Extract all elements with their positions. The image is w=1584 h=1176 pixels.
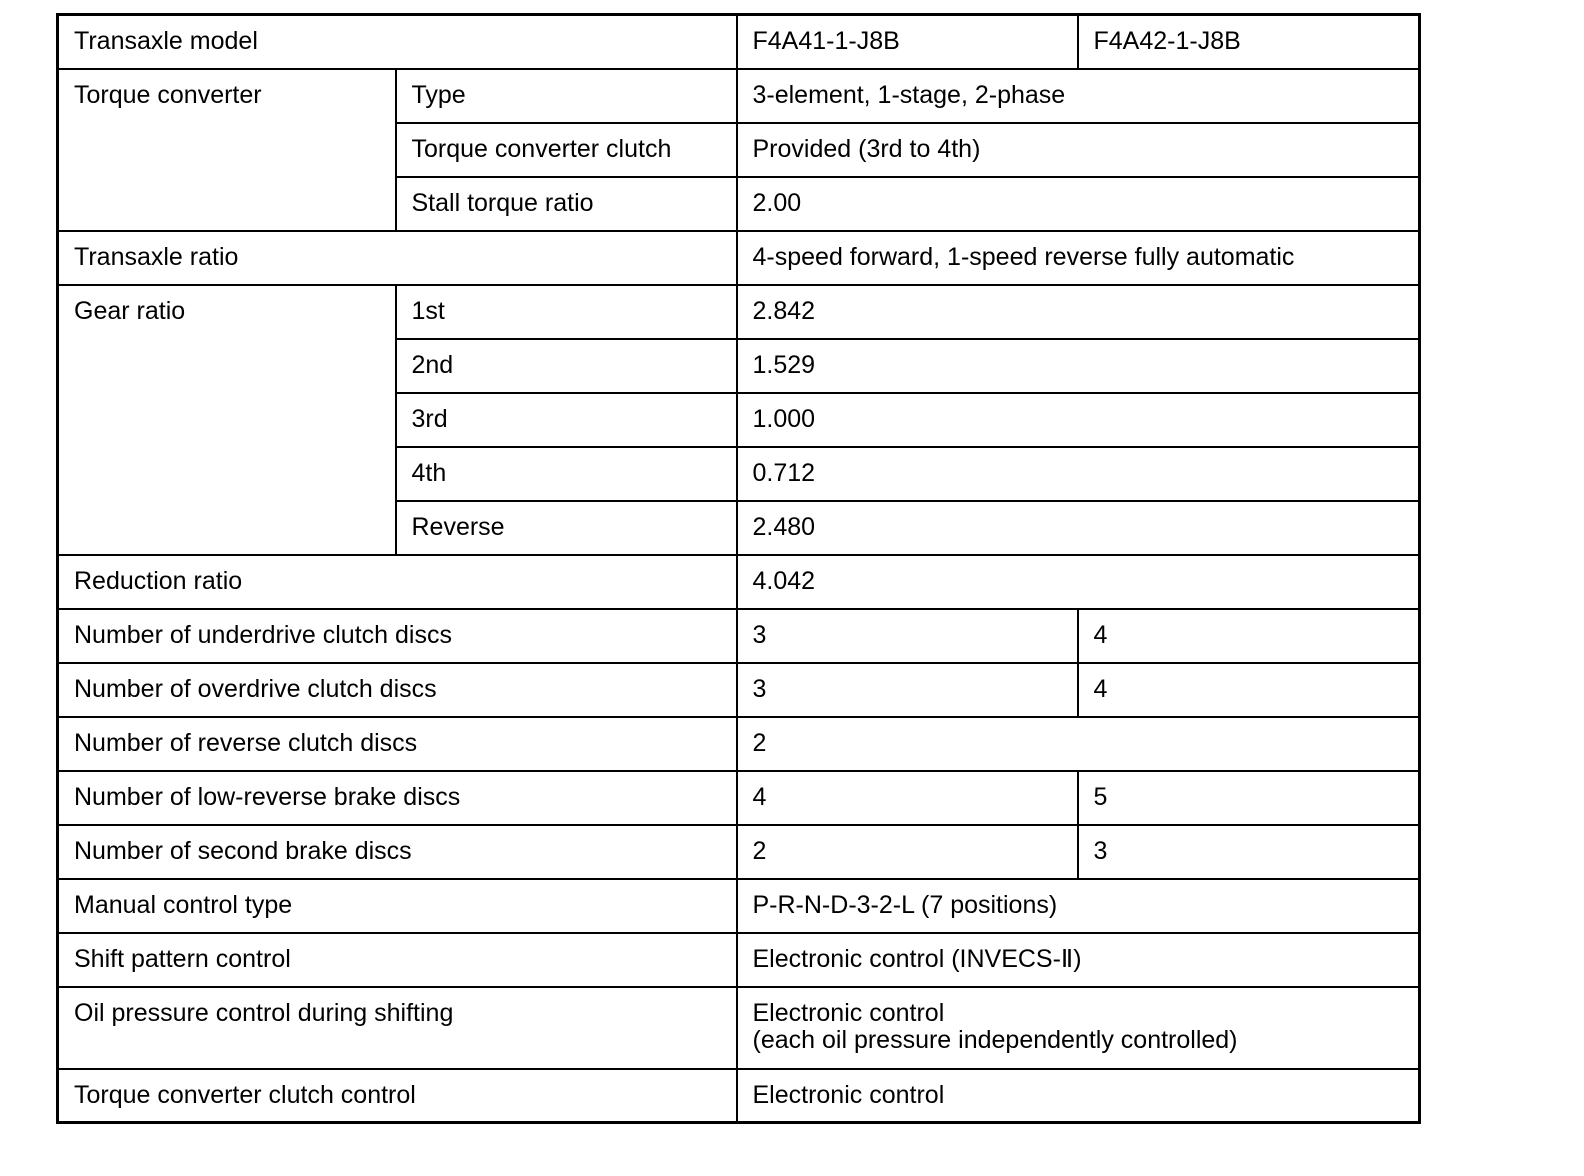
value-gear-3rd: 1.000 xyxy=(737,393,1420,447)
sublabel-gear-4th: 4th xyxy=(396,447,737,501)
row-manual-control-type xyxy=(58,879,1420,933)
row-torque-converter-type xyxy=(58,69,1420,123)
value-torque-converter-clutch-control: Electronic control xyxy=(737,1069,1420,1123)
model-f4a42: F4A42-1-J8B xyxy=(1078,15,1420,69)
value-overdrive-f4a42: 4 xyxy=(1078,663,1420,717)
label-transaxle-ratio: Transaxle ratio xyxy=(58,231,737,285)
sublabel-gear-reverse: Reverse xyxy=(396,501,737,555)
row-reverse-clutch-discs xyxy=(58,717,1420,771)
row-gear-1st xyxy=(58,285,1420,339)
sublabel-gear-3rd: 3rd xyxy=(396,393,737,447)
label-reverse-clutch-discs: Number of reverse clutch discs xyxy=(58,717,737,771)
label-second-brake-discs: Number of second brake discs xyxy=(58,825,737,879)
value-second-brake-f4a41: 2 xyxy=(737,825,1078,879)
label-torque-converter: Torque converter xyxy=(58,69,396,231)
value-underdrive-f4a42: 4 xyxy=(1078,609,1420,663)
sublabel-stall-torque-ratio: Stall torque ratio xyxy=(396,177,737,231)
value-reverse-clutch-discs: 2 xyxy=(737,717,1420,771)
value-gear-4th: 0.712 xyxy=(737,447,1420,501)
label-low-reverse-brake-discs: Number of low-reverse brake discs xyxy=(58,771,737,825)
row-low-reverse-brake-discs xyxy=(58,771,1420,825)
value-type: 3-element, 1-stage, 2-phase xyxy=(737,69,1420,123)
value-gear-2nd: 1.529 xyxy=(737,339,1420,393)
sublabel-gear-1st: 1st xyxy=(396,285,737,339)
row-overdrive-clutch-discs xyxy=(58,663,1420,717)
row-shift-pattern-control xyxy=(58,933,1420,987)
value-transaxle-ratio: 4-speed forward, 1-speed reverse fully automatic xyxy=(737,231,1420,285)
row-transaxle-model xyxy=(58,15,1420,69)
model-f4a41: F4A41-1-J8B xyxy=(737,15,1078,69)
value-gear-1st: 2.842 xyxy=(737,285,1420,339)
value-torque-converter-clutch: Provided (3rd to 4th) xyxy=(737,123,1420,177)
value-reduction-ratio: 4.042 xyxy=(737,555,1420,609)
value-second-brake-f4a42: 3 xyxy=(1078,825,1420,879)
specification-table xyxy=(56,13,1421,1124)
label-manual-control-type: Manual control type xyxy=(58,879,737,933)
label-torque-converter-clutch-control: Torque converter clutch control xyxy=(58,1069,737,1123)
label-gear-ratio: Gear ratio xyxy=(58,285,396,555)
row-transaxle-ratio xyxy=(58,231,1420,285)
sublabel-gear-2nd: 2nd xyxy=(396,339,737,393)
value-shift-pattern-control: Electronic control (INVECS-Ⅱ) xyxy=(737,933,1420,987)
value-overdrive-f4a41: 3 xyxy=(737,663,1078,717)
value-low-reverse-f4a42: 5 xyxy=(1078,771,1420,825)
label-transaxle-model: Transaxle model xyxy=(58,15,737,69)
sublabel-type: Type xyxy=(396,69,737,123)
value-oil-pressure-line2: (each oil pressure independently controlled) xyxy=(752,1025,1238,1054)
label-overdrive-clutch-discs: Number of overdrive clutch discs xyxy=(58,663,737,717)
row-second-brake-discs xyxy=(58,825,1420,879)
row-reduction-ratio xyxy=(58,555,1420,609)
value-oil-pressure-line1: Electronic control xyxy=(752,998,945,1027)
label-oil-pressure-control: Oil pressure control during shifting xyxy=(58,987,737,1069)
label-underdrive-clutch-discs: Number of underdrive clutch discs xyxy=(58,609,737,663)
value-manual-control-type: P-R-N-D-3-2-L (7 positions) xyxy=(737,879,1420,933)
label-reduction-ratio: Reduction ratio xyxy=(58,555,737,609)
value-underdrive-f4a41: 3 xyxy=(737,609,1078,663)
row-torque-converter-clutch-control xyxy=(58,1069,1420,1123)
sublabel-torque-converter-clutch: Torque converter clutch xyxy=(396,123,737,177)
label-shift-pattern-control: Shift pattern control xyxy=(58,933,737,987)
value-stall-torque-ratio: 2.00 xyxy=(737,177,1420,231)
value-low-reverse-f4a41: 4 xyxy=(737,771,1078,825)
row-underdrive-clutch-discs xyxy=(58,609,1420,663)
row-oil-pressure-control xyxy=(58,987,1420,1069)
value-oil-pressure-control xyxy=(737,987,1420,1069)
value-gear-reverse: 2.480 xyxy=(737,501,1420,555)
